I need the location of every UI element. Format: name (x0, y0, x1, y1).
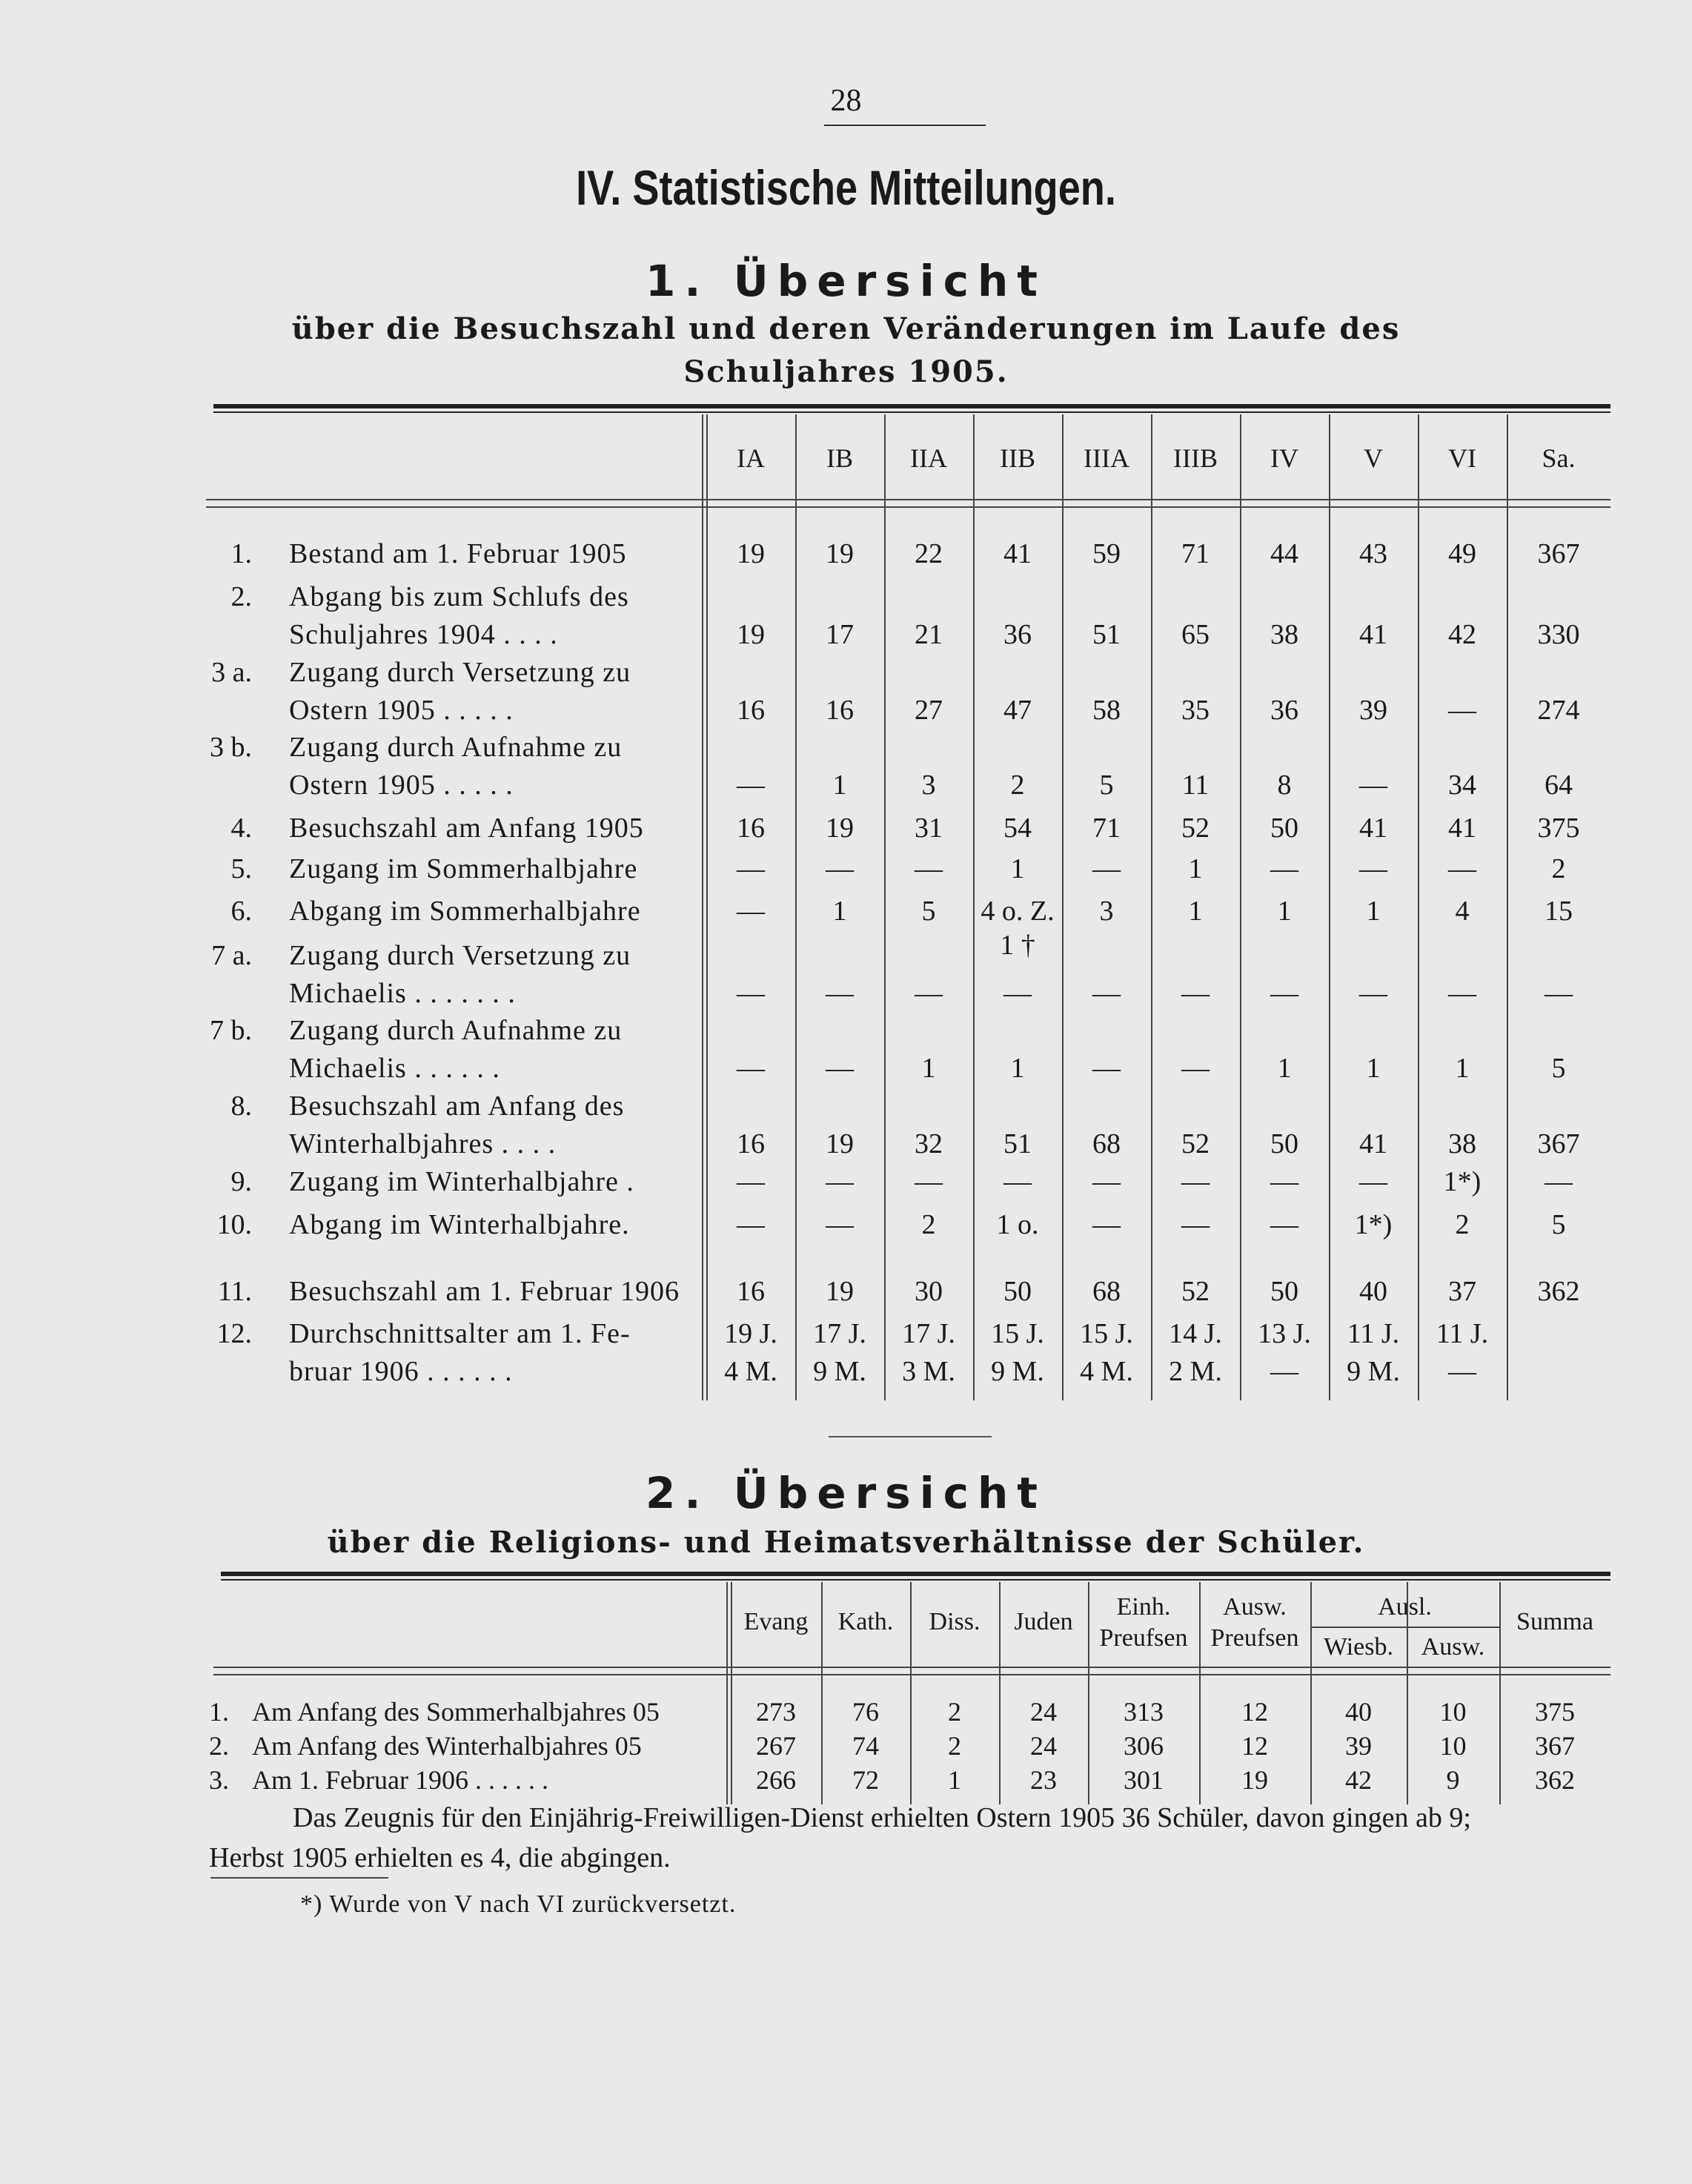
table1-row-label: Schuljahres 1904 . . . . (289, 619, 558, 650)
table2-cell: 301 (1124, 1765, 1164, 1795)
table1-cell: 3 (1099, 896, 1114, 927)
table2-cell: 266 (756, 1765, 796, 1795)
table1-cell: — (915, 853, 943, 884)
table2-col-header: Diss. (929, 1608, 981, 1635)
table1-cell: 4 M. (1080, 1356, 1133, 1387)
table2-row-number: 1. (209, 1697, 229, 1727)
section-divider (829, 1436, 992, 1437)
table2-col-divider (726, 1582, 728, 1804)
table1-cell: 50 (1270, 1276, 1298, 1307)
table2-top-rule (221, 1572, 1610, 1576)
table1-cell: 2 (921, 1209, 936, 1240)
table1-cell: 11 J. (1347, 1318, 1400, 1349)
table1-col-header: IV (1270, 443, 1298, 473)
table1-cell: 1 (921, 1053, 936, 1084)
table2-heading: 2. Übersicht (646, 1468, 1046, 1518)
table1-cell: 16 (737, 695, 765, 726)
table2-cell: 2 (948, 1731, 961, 1761)
table1-top-rule-2 (213, 411, 1610, 413)
table1-row-label: Zugang im Sommerhalbjahre (289, 853, 638, 884)
table2-cell: 19 (1241, 1765, 1268, 1795)
table1-cell: 11 J. (1436, 1318, 1489, 1349)
table1-cell: — (1448, 853, 1476, 884)
table1-cell: 41 (1359, 619, 1387, 650)
table1-cell: 37 (1448, 1276, 1476, 1307)
table1-cell: 17 J. (813, 1318, 866, 1349)
table1-cell: 16 (826, 695, 854, 726)
table1-cell: 49 (1448, 538, 1476, 569)
table1-col-header: IB (826, 443, 853, 473)
table1-cell: 59 (1092, 538, 1121, 569)
table2-cell: 273 (756, 1697, 796, 1727)
table1-cell: — (1448, 1356, 1476, 1387)
table1-row-label: Michaelis . . . . . . . (289, 978, 516, 1009)
table1-cell: 330 (1537, 619, 1580, 650)
table2-col-header: Einh. (1116, 1593, 1171, 1621)
table1-cell: 27 (915, 695, 943, 726)
table1-row-number: 8. (230, 1091, 252, 1122)
table1-cell: 22 (915, 538, 943, 569)
table2-cell: 24 (1030, 1697, 1057, 1727)
table1-cell: 9 M. (991, 1356, 1044, 1387)
table1-row-number: 3 a. (211, 657, 252, 688)
table1-row-number: 1. (230, 538, 252, 569)
table1-cell: — (1545, 978, 1573, 1009)
table1-cell: — (737, 896, 765, 927)
table1-cell: 5 (1099, 770, 1114, 801)
note-line-2: Herbst 1905 erhielten es 4, die abgingen. (209, 1842, 671, 1873)
table1-cell: 50 (1270, 813, 1298, 844)
table1-cell: 68 (1092, 1128, 1121, 1159)
table2-cell: 76 (852, 1697, 879, 1727)
section-title: IV. Statistische Mitteilungen. (576, 160, 1116, 215)
table1-cell: 1 (1188, 853, 1203, 884)
table1-cell: 11 (1181, 770, 1210, 801)
table1-cell: 1*) (1443, 1166, 1482, 1197)
table1-cell: 38 (1448, 1128, 1476, 1159)
table1-cell: 13 J. (1258, 1318, 1311, 1349)
table2-cell: 42 (1345, 1765, 1372, 1795)
table1-cell: 19 (737, 538, 765, 569)
table1-cell: 41 (1359, 1128, 1387, 1159)
page-number: 28 (830, 84, 862, 118)
table2-row-label: Am 1. Februar 1906 . . . . . . (252, 1765, 548, 1795)
table1-cell: 362 (1537, 1276, 1580, 1307)
table1-cell: 41 (1003, 538, 1032, 569)
table1-cell: 3 (921, 770, 936, 801)
table1-col-header: IIIB (1173, 443, 1218, 473)
table1-cell: 9 M. (1347, 1356, 1400, 1387)
table1-row-label: bruar 1906 . . . . . . (289, 1356, 513, 1387)
table2-cell: 313 (1124, 1697, 1164, 1727)
table1-row-label: Ostern 1905 . . . . . (289, 770, 514, 801)
table1-row-label: Abgang im Sommerhalbjahre (289, 896, 641, 927)
table1-cell: — (737, 1209, 765, 1240)
table2-cell: 10 (1439, 1731, 1467, 1761)
table2-cell: 74 (852, 1731, 879, 1761)
table1-row-label: Abgang im Winterhalbjahre. (289, 1209, 630, 1240)
table1-row-number: 6. (230, 896, 252, 927)
table1-cell: 58 (1092, 695, 1121, 726)
table1-cell: — (826, 1053, 854, 1084)
table1-cell: 1 (832, 770, 847, 801)
table1-cell: 71 (1092, 813, 1121, 844)
table1-cell: 1 (1366, 896, 1381, 927)
table2-cell: 267 (756, 1731, 796, 1761)
table1-cell: — (1181, 1209, 1210, 1240)
table1-cell: — (737, 1053, 765, 1084)
table1-cell: — (1359, 853, 1387, 884)
table1-row-label: Zugang durch Aufnahme zu (289, 732, 623, 763)
table1-cell: 4 (1455, 896, 1470, 927)
table2-col-header: Preufsen (1099, 1624, 1188, 1652)
table2-top-rule-2 (221, 1579, 1610, 1581)
table1-cell: 16 (737, 1276, 765, 1307)
table1-row-label: Zugang im Winterhalbjahre . (289, 1166, 634, 1197)
table1-row-label: Durchschnittsalter am 1. Fe- (289, 1318, 631, 1349)
table1-cell: — (915, 1166, 943, 1197)
table1-cell: — (1092, 978, 1121, 1009)
table1-cell: 16 (737, 813, 765, 844)
table1-col-header: IIB (1000, 443, 1035, 473)
table2-col-header: Juden (1014, 1608, 1073, 1635)
table1-col-header: Sa. (1542, 443, 1576, 473)
table1-cell: — (1003, 978, 1032, 1009)
table1-cell: 68 (1092, 1276, 1121, 1307)
table2-col-header: Evang (743, 1608, 809, 1635)
table2-col-header: Ausw. (1223, 1593, 1287, 1621)
table1-row-label: Abgang bis zum Schlufs des (289, 581, 629, 612)
table1-cell: 42 (1448, 619, 1476, 650)
table1-cell: 34 (1448, 770, 1476, 801)
table1-cell: — (826, 1166, 854, 1197)
table2-col-header: Ausl. (1378, 1593, 1432, 1621)
table1-cell: 41 (1448, 813, 1476, 844)
table1-cell: 367 (1537, 538, 1580, 569)
table1-cell: 19 (737, 619, 765, 650)
table1-cell: 40 (1359, 1276, 1387, 1307)
table2-col-header: Ausw. (1421, 1633, 1485, 1661)
table2-cell: 362 (1535, 1765, 1575, 1795)
table1-cell: — (1448, 695, 1476, 726)
table1-row-label: Besuchszahl am Anfang 1905 (289, 813, 644, 844)
table1-cell: 4 M. (724, 1356, 777, 1387)
table1-cell: 5 (1551, 1209, 1566, 1240)
table1-cell: 2 M. (1169, 1356, 1222, 1387)
table2-subheading: über die Religions- und Heimatsverhältnisse der Schüler. (327, 1525, 1365, 1560)
table1-header-rule-2 (206, 506, 1610, 508)
table1-cell: 38 (1270, 619, 1298, 650)
table1-cell: — (1003, 1166, 1032, 1197)
table1-cell: 71 (1181, 538, 1210, 569)
table1-cell: — (1270, 1356, 1298, 1387)
table1-cell: 65 (1181, 619, 1210, 650)
table1-cell: 21 (915, 619, 943, 650)
table1-cell: 51 (1003, 1128, 1032, 1159)
table2-row-label: Am Anfang des Sommerhalbjahres 05 (252, 1697, 660, 1727)
table1-subheading-2: Schuljahres 1905. (683, 354, 1009, 389)
table1-cell: 19 (826, 813, 854, 844)
table1-cell: 1 (1010, 853, 1025, 884)
table2-cell: 306 (1124, 1731, 1164, 1761)
table1-top-rule (213, 404, 1610, 408)
table1-cell: 9 M. (813, 1356, 866, 1387)
table1-cell: 2 (1455, 1209, 1470, 1240)
table1-cell: — (737, 770, 765, 801)
table1-cell: 36 (1270, 695, 1298, 726)
table1-cell: — (737, 853, 765, 884)
table1-cell: — (826, 978, 854, 1009)
table1-row-number: 11. (217, 1276, 252, 1307)
table1-cell-note: 1 † (1000, 930, 1035, 961)
table1-row-label: Michaelis . . . . . . (289, 1053, 500, 1084)
table1-row-number: 4. (230, 813, 252, 844)
table2-ausl-rule (1310, 1627, 1499, 1628)
table1-cell: 35 (1181, 695, 1210, 726)
table1-cell: 41 (1359, 813, 1387, 844)
table2-row-number: 3. (209, 1765, 229, 1795)
table1-row-label: Besuchszahl am 1. Februar 1906 (289, 1276, 680, 1307)
table1-cell: — (737, 1166, 765, 1197)
table1-cell: 19 (826, 1276, 854, 1307)
table1-row-number: 7 b. (210, 1015, 252, 1046)
table1-cell: 52 (1181, 1128, 1210, 1159)
table1-cell: 52 (1181, 813, 1210, 844)
table1-cell: — (1270, 1209, 1298, 1240)
page-number-rule (824, 125, 986, 126)
table2-row-number: 2. (209, 1731, 229, 1761)
table1-cell: 8 (1277, 770, 1292, 801)
table1-cell: — (1092, 1209, 1121, 1240)
note-line-1: Das Zeugnis für den Einjährig-Freiwilligen-Dienst erhielten Ostern 1905 36 Schüler, davon gingen ab 9; (293, 1802, 1471, 1833)
table1-cell: — (1270, 978, 1298, 1009)
table1-cell: 1 (1277, 1053, 1292, 1084)
table1-row-label: Zugang durch Versetzung zu (289, 940, 631, 971)
footnote: *) Wurde von V nach VI zurückversetzt. (300, 1890, 737, 1918)
table2-cell: 1 (948, 1765, 961, 1795)
table1-subheading-1: über die Besuchszahl und deren Veränderungen im Laufe des (291, 311, 1401, 346)
table1-row-label: Besuchszahl am Anfang des (289, 1091, 625, 1122)
table1-cell: 2 (1551, 853, 1566, 884)
table1-cell: — (1181, 1053, 1210, 1084)
table1-cell: — (1359, 978, 1387, 1009)
table1-cell: 1 (1455, 1053, 1470, 1084)
table1-cell: — (826, 853, 854, 884)
table1-cell: 30 (915, 1276, 943, 1307)
table2-header-rule (213, 1667, 1610, 1668)
table1-row-label: Zugang durch Aufnahme zu (289, 1015, 623, 1046)
table1-cell: — (1181, 1166, 1210, 1197)
table2-cell: 12 (1241, 1731, 1268, 1761)
table1-row-number: 2. (230, 581, 252, 612)
table1-row-number: 5. (230, 853, 252, 884)
table2-col-header: Kath. (837, 1608, 894, 1635)
table1-col-header: IIA (910, 443, 947, 473)
table2-header-rule-2 (213, 1674, 1610, 1675)
table1-cell: 1 (1188, 896, 1203, 927)
table2-cell: 2 (948, 1697, 961, 1727)
table1-cell: 1 o. (996, 1209, 1039, 1240)
table1-cell: 36 (1003, 619, 1032, 650)
attendance-table (206, 404, 1610, 1409)
table1-cell: 367 (1537, 1128, 1580, 1159)
table1-row-label: Winterhalbjahres . . . . (289, 1128, 557, 1159)
table2-cell: 40 (1345, 1697, 1372, 1727)
table2-col-header: Preufsen (1210, 1624, 1299, 1652)
table1-cell: 15 (1545, 896, 1573, 927)
table1-cell: 1 (1277, 896, 1292, 927)
table1-cell: 1*) (1354, 1209, 1393, 1240)
table1-row-label: Ostern 1905 . . . . . (289, 695, 514, 726)
table1-row-number: 7 a. (211, 940, 252, 971)
table1-row-label: Zugang durch Versetzung zu (289, 657, 631, 688)
table1-cell: 17 (826, 619, 854, 650)
table1-cell: 19 (826, 538, 854, 569)
table1-cell: 51 (1092, 619, 1121, 650)
table1-cell: 19 J. (724, 1318, 777, 1349)
table1-cell: — (1270, 853, 1298, 884)
table1-cell: 3 M. (902, 1356, 955, 1387)
table1-cell: 14 J. (1169, 1318, 1222, 1349)
table1-cell: — (826, 1209, 854, 1240)
table1-cell: 2 (1010, 770, 1025, 801)
table1-cell: — (915, 978, 943, 1009)
table1-cell: 5 (1551, 1053, 1566, 1084)
table1-cell: 1 (1010, 1053, 1025, 1084)
table2-col-header: Summa (1516, 1608, 1593, 1635)
table1-cell: 43 (1359, 538, 1387, 569)
table1-cell: 4 o. Z. (981, 896, 1055, 927)
table1-cell: — (1359, 1166, 1387, 1197)
table1-cell: — (1092, 853, 1121, 884)
table1-col-divider (702, 414, 703, 1400)
table1-cell: 50 (1270, 1128, 1298, 1159)
table1-cell: 16 (737, 1128, 765, 1159)
table1-col-header: IA (737, 443, 765, 473)
table1-row-label: Bestand am 1. Februar 1905 (289, 538, 627, 569)
table1-cell: 17 J. (902, 1318, 955, 1349)
table2-cell: 9 (1446, 1765, 1460, 1795)
table1-cell: — (737, 978, 765, 1009)
table1-cell: 44 (1270, 538, 1298, 569)
table1-cell: 15 J. (1080, 1318, 1133, 1349)
table2-cell: 12 (1241, 1697, 1268, 1727)
table1-heading: 1. Übersicht (646, 256, 1046, 306)
table1-col-header: VI (1448, 443, 1476, 473)
table1-col-header: V (1364, 443, 1383, 473)
table2-cell: 39 (1345, 1731, 1372, 1761)
table1-row-number: 3 b. (210, 732, 252, 763)
table1-row-number: 10. (216, 1209, 252, 1240)
footnote-rule (210, 1877, 388, 1879)
table1-cell: 1 (1366, 1053, 1381, 1084)
table1-cell: 5 (921, 896, 936, 927)
table1-cell: 52 (1181, 1276, 1210, 1307)
table1-cell: 1 (832, 896, 847, 927)
table1-cell: 50 (1003, 1276, 1032, 1307)
table1-row-number: 12. (216, 1318, 252, 1349)
table1-cell: 15 J. (991, 1318, 1044, 1349)
table2-cell: 24 (1030, 1731, 1057, 1761)
table1-row-number: 9. (230, 1166, 252, 1197)
table2-cell: 10 (1439, 1697, 1467, 1727)
table1-col-header: IIIA (1084, 443, 1129, 473)
table1-cell: 47 (1003, 695, 1032, 726)
table1-cell: 31 (915, 813, 943, 844)
table2-col-header: Wiesb. (1324, 1633, 1393, 1661)
table1-cell: — (1092, 1166, 1121, 1197)
table1-cell: 39 (1359, 695, 1387, 726)
table2-row-label: Am Anfang des Winterhalbjahres 05 (252, 1731, 642, 1761)
table1-cell: 54 (1003, 813, 1032, 844)
table2-cell: 72 (852, 1765, 879, 1795)
table2-cell: 375 (1535, 1697, 1575, 1727)
table2-cell: 23 (1030, 1765, 1057, 1795)
table1-cell: — (1181, 978, 1210, 1009)
table2-cell: 367 (1535, 1731, 1575, 1761)
table1-cell: — (1448, 978, 1476, 1009)
table1-cell: — (1270, 1166, 1298, 1197)
table1-cell: — (1359, 770, 1387, 801)
table1-cell: 375 (1537, 813, 1580, 844)
table1-cell: — (1545, 1166, 1573, 1197)
table1-cell: 19 (826, 1128, 854, 1159)
table1-cell: 64 (1545, 770, 1573, 801)
table1-cell: — (1092, 1053, 1121, 1084)
table1-cell: 32 (915, 1128, 943, 1159)
table1-cell: 274 (1537, 695, 1580, 726)
table1-header-rule (206, 499, 1610, 500)
